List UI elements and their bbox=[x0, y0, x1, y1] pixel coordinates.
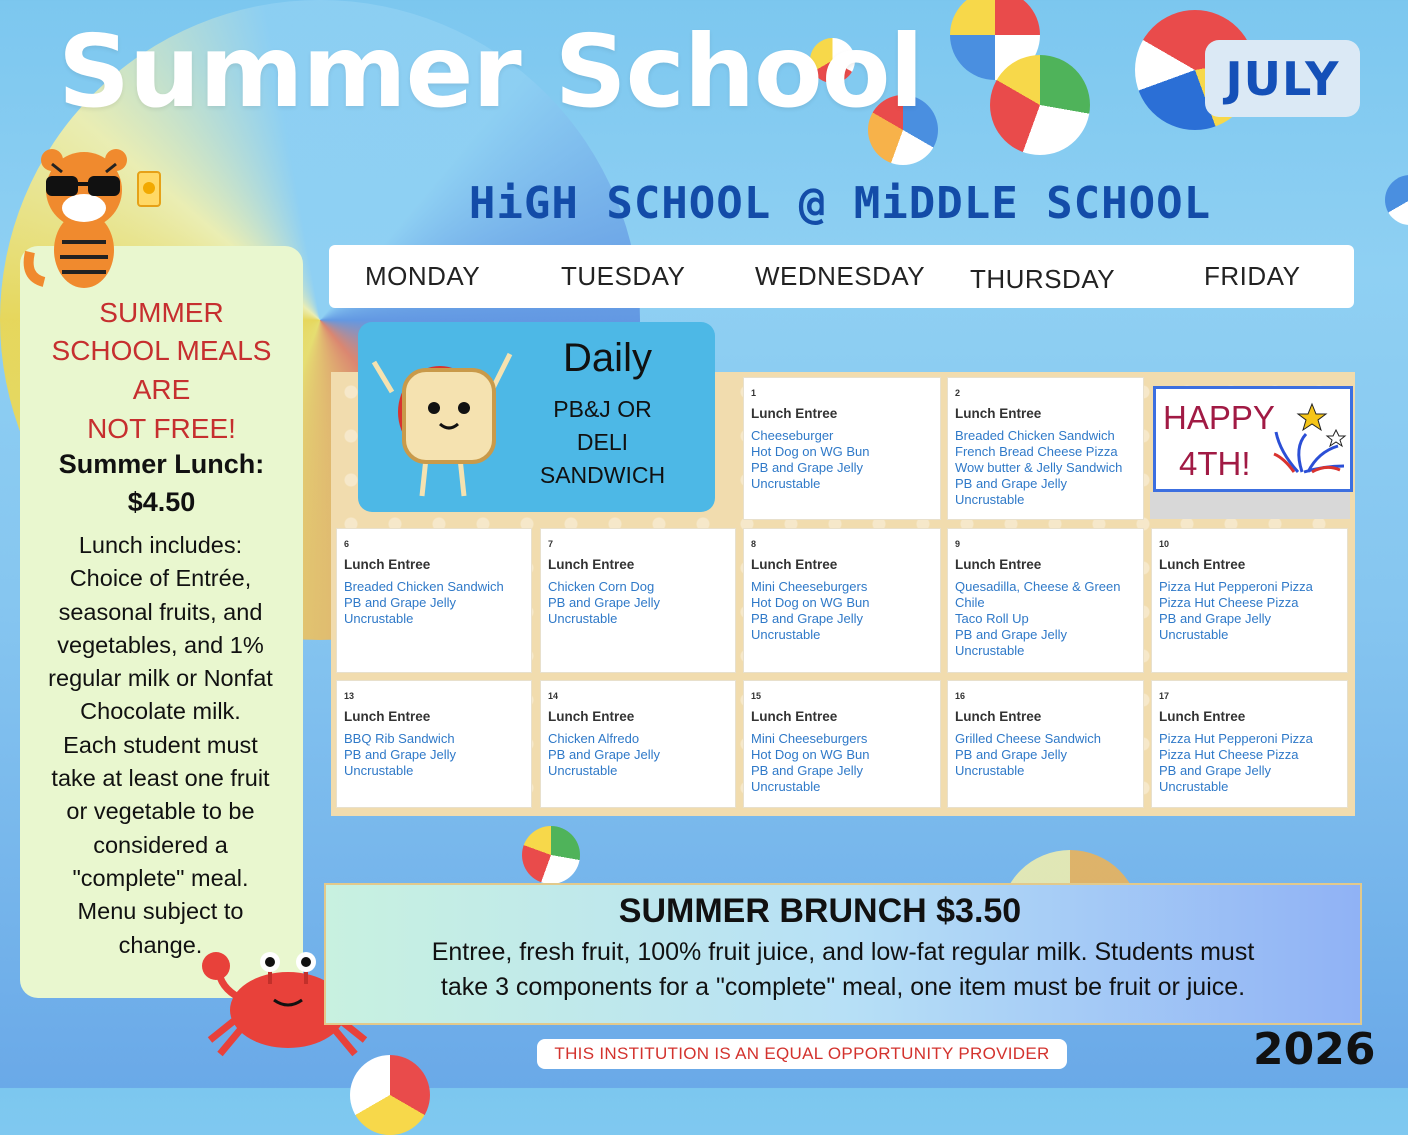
day-number: 8 bbox=[751, 539, 757, 549]
beach-ball-icon bbox=[1385, 175, 1408, 225]
beach-ball-icon bbox=[522, 826, 580, 884]
calendar-day-cell bbox=[1151, 528, 1348, 673]
calendar-day-cell bbox=[540, 680, 736, 808]
menu-items: Mini Cheeseburgers Hot Dog on WG Bun PB and Grape Jelly Uncrustable bbox=[751, 731, 870, 794]
page-title: Summer School bbox=[58, 13, 923, 130]
day-number: 14 bbox=[548, 691, 559, 701]
menu-items: Cheeseburger Hot Dog on WG Bun PB and Grape Jelly Uncrustable bbox=[751, 428, 870, 491]
weekday-monday: MONDAY bbox=[365, 261, 481, 291]
lunch-description bbox=[28, 529, 293, 962]
notice-line-1: SUMMER bbox=[99, 297, 224, 328]
daily-line: PB&J OR bbox=[553, 396, 652, 422]
menu-items: Chicken Corn Dog PB and Grape Jelly Uncrustable bbox=[548, 579, 661, 626]
calendar-day-cell bbox=[1151, 680, 1348, 808]
entree-heading: Lunch Entree bbox=[344, 557, 431, 572]
holiday-text bbox=[1163, 395, 1283, 487]
day-number: 15 bbox=[751, 691, 762, 701]
school-subtitle: HiGH SCHOOL @ MiDDLE SCHOOL bbox=[468, 178, 1212, 229]
menu-items: Grilled Cheese Sandwich PB and Grape Jelly Uncrustable bbox=[955, 731, 1101, 778]
brunch-line-1: Entree, fresh fruit, 100% fruit juice, and low-fat regular milk. Students must bbox=[431, 938, 1255, 966]
entree-heading: Lunch Entree bbox=[955, 557, 1042, 572]
day-number: 2 bbox=[955, 388, 961, 398]
calendar-day-cell bbox=[947, 377, 1144, 520]
calendar-day-cell bbox=[947, 528, 1144, 673]
description-line: Chocolate milk. bbox=[80, 698, 241, 725]
weekday-header bbox=[329, 245, 1354, 308]
holiday-line-1: HAPPY bbox=[1163, 399, 1275, 436]
day-number: 16 bbox=[955, 691, 966, 701]
entree-heading: Lunch Entree bbox=[751, 406, 838, 421]
calendar-day-cell bbox=[336, 680, 532, 808]
menu-items: Breaded Chicken Sandwich PB and Grape Jelly Uncrustable bbox=[344, 579, 504, 626]
day-number: 17 bbox=[1159, 691, 1170, 701]
calendar-day-cell bbox=[743, 377, 941, 520]
menu-items: Pizza Hut Pepperoni Pizza Pizza Hut Cheese Pizza PB and Grape Jelly Uncrustable bbox=[1159, 579, 1313, 642]
lunch-price-label: Summer Lunch: bbox=[58, 449, 265, 479]
menu-items: BBQ Rib Sandwich PB and Grape Jelly Uncrustable bbox=[344, 731, 457, 778]
entree-heading: Lunch Entree bbox=[955, 406, 1042, 421]
holiday-line-2: 4TH! bbox=[1179, 445, 1251, 482]
entree-heading: Lunch Entree bbox=[344, 709, 431, 724]
day-number: 10 bbox=[1159, 539, 1170, 549]
beach-ball-icon bbox=[350, 1055, 430, 1135]
fireworks-icon bbox=[1268, 400, 1350, 478]
menu-items: Quesadilla, Cheese & Green Chile Taco Roll Up PB and Grape Jelly Uncrustable bbox=[955, 579, 1121, 658]
brunch-title: SUMMER BRUNCH $3.50 bbox=[618, 892, 1022, 930]
month-label: JULY bbox=[1225, 51, 1340, 106]
calendar-day-cell bbox=[947, 680, 1144, 808]
daily-line: SANDWICH bbox=[539, 462, 666, 488]
calendar-day-cell bbox=[743, 528, 941, 673]
calendar-day-cell bbox=[336, 528, 532, 673]
day-number: 6 bbox=[344, 539, 350, 549]
description-line: Lunch includes: bbox=[78, 532, 243, 558]
weekday-tuesday: TUESDAY bbox=[561, 261, 686, 291]
description-line: seasonal fruits, and bbox=[58, 598, 263, 625]
description-line: change. bbox=[118, 931, 203, 958]
notice-line-3: ARE bbox=[132, 374, 191, 405]
day-number: 1 bbox=[751, 388, 757, 398]
menu-items: Chicken Alfredo PB and Grape Jelly Uncrustable bbox=[548, 731, 661, 778]
entree-heading: Lunch Entree bbox=[548, 557, 635, 572]
entree-heading: Lunch Entree bbox=[751, 557, 838, 572]
menu-items: Breaded Chicken Sandwich French Bread Cheese Pizza Wow butter & Jelly Sandwich PB and Grape Jelly Uncrustable bbox=[955, 428, 1123, 507]
month-badge bbox=[1205, 40, 1360, 117]
brunch-description bbox=[354, 935, 1332, 1005]
weekday-thursday: THURSDAY bbox=[970, 264, 1116, 294]
description-line: take at least one fruit bbox=[51, 765, 270, 792]
entree-heading: Lunch Entree bbox=[548, 709, 635, 724]
day-number: 7 bbox=[548, 539, 554, 549]
notice-line-4: NOT FREE! bbox=[87, 413, 236, 444]
entree-heading: Lunch Entree bbox=[1159, 557, 1246, 572]
entree-heading: Lunch Entree bbox=[1159, 709, 1246, 724]
description-line: regular milk or Nonfat bbox=[48, 665, 273, 692]
notice-line-2: SCHOOL MEALS bbox=[51, 335, 272, 366]
tiger-mascot-icon bbox=[22, 132, 172, 297]
day-number: 13 bbox=[344, 691, 355, 701]
calendar-day-cell bbox=[540, 528, 736, 673]
year-label: 2026 bbox=[1253, 1024, 1376, 1075]
equal-opportunity-notice: THIS INSTITUTION IS AN EQUAL OPPORTUNITY PROVIDER bbox=[537, 1039, 1067, 1069]
description-line: Choice of Entrée, bbox=[69, 565, 252, 592]
description-line: Menu subject to bbox=[77, 898, 244, 925]
brunch-line-2: take 3 components for a "complete" meal, one item must be fruit or juice. bbox=[440, 973, 1246, 1001]
day-number: 9 bbox=[955, 539, 961, 549]
weekday-wednesday: WEDNESDAY bbox=[755, 261, 926, 291]
sandwich-mascot-icon bbox=[362, 348, 522, 503]
daily-title: Daily bbox=[563, 336, 652, 380]
description-line: vegetables, and 1% bbox=[57, 631, 264, 658]
description-line: Each student must bbox=[63, 731, 258, 758]
entree-heading: Lunch Entree bbox=[955, 709, 1042, 724]
weekday-friday: FRIDAY bbox=[1204, 261, 1301, 291]
description-line: considered a bbox=[93, 831, 228, 858]
entree-heading: Lunch Entree bbox=[751, 709, 838, 724]
daily-body bbox=[530, 393, 675, 492]
description-line: or vegetable to be bbox=[66, 798, 255, 825]
menu-items: Pizza Hut Pepperoni Pizza Pizza Hut Cheese Pizza PB and Grape Jelly Uncrustable bbox=[1159, 731, 1313, 794]
description-line: "complete" meal. bbox=[72, 864, 249, 891]
lunch-price: $4.50 bbox=[127, 487, 196, 517]
menu-items: Mini Cheeseburgers Hot Dog on WG Bun PB and Grape Jelly Uncrustable bbox=[751, 579, 870, 642]
holiday-cell-strip bbox=[1150, 492, 1350, 519]
beach-ball-icon bbox=[990, 55, 1090, 155]
daily-line: DELI bbox=[576, 429, 629, 455]
calendar-day-cell bbox=[743, 680, 941, 808]
